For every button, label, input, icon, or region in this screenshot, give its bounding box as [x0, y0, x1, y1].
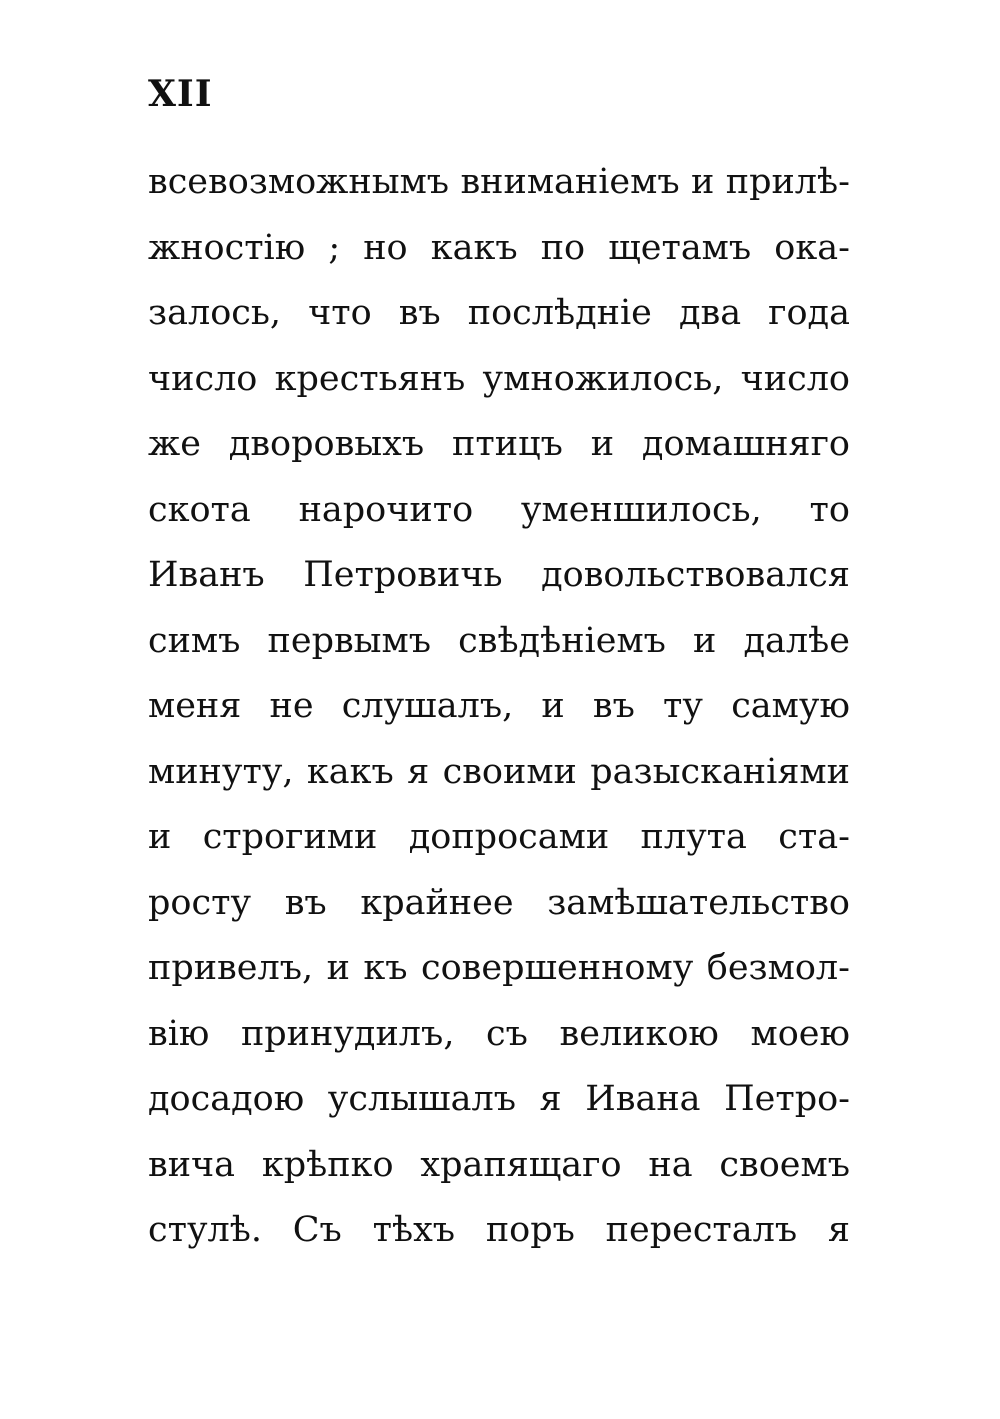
word: меня [148, 686, 242, 727]
text-line [148, 150, 850, 216]
word: далѣе [743, 620, 850, 661]
word: вича [148, 1144, 236, 1185]
word: симъ [148, 620, 241, 661]
word: безмол- [706, 948, 850, 989]
word: ока- [774, 227, 850, 268]
word: съ [486, 1013, 528, 1054]
word: плута [640, 817, 747, 858]
word: моею [750, 1013, 850, 1054]
word: разысканіями [590, 751, 850, 792]
word: и [541, 686, 565, 727]
word: Иванъ [148, 555, 265, 596]
word: крестьянъ [274, 358, 466, 399]
word: первымъ [267, 620, 432, 661]
text-line [148, 216, 850, 282]
word: совершенному [421, 948, 694, 989]
word: залось, [148, 293, 282, 334]
word: года [768, 293, 850, 334]
word: допросами [408, 817, 610, 858]
text-line [148, 478, 850, 544]
word: скота [148, 489, 251, 530]
word: уменшилось, [520, 489, 762, 530]
word: пересталъ [605, 1210, 798, 1251]
word: Ивана [585, 1079, 701, 1120]
word: щетамъ [608, 227, 752, 268]
word: Петровичь [303, 555, 503, 596]
word: крѣпко [261, 1144, 394, 1185]
word: храпящаго [420, 1144, 622, 1185]
word: жностію [148, 227, 306, 268]
word: дворовыхъ [228, 424, 425, 465]
word: на [648, 1144, 693, 1185]
text-line [148, 805, 850, 871]
word: число [740, 358, 850, 399]
word: ту [663, 686, 704, 727]
word: самую [731, 686, 850, 727]
word: ; [328, 227, 341, 268]
word: то [809, 489, 850, 530]
word: своими [442, 751, 577, 792]
word: всевозможнымъ [148, 162, 450, 203]
word: слушалъ, [341, 686, 514, 727]
word: услышалъ [327, 1079, 516, 1120]
word: минуту, [148, 751, 294, 792]
word: поръ [485, 1210, 575, 1251]
word: и [148, 817, 172, 858]
word: и [326, 948, 350, 989]
text-line [148, 281, 850, 347]
page-number: XII [148, 73, 213, 115]
text-line [148, 674, 850, 740]
text-line [148, 347, 850, 413]
word: же [148, 424, 201, 465]
text-line [148, 1198, 850, 1264]
word: досадою [148, 1079, 305, 1120]
word: Съ [292, 1210, 342, 1251]
word: въ [592, 686, 635, 727]
word: прилѣ- [725, 162, 850, 203]
word: что [308, 293, 372, 334]
text-line [148, 740, 850, 806]
word: птицъ [452, 424, 563, 465]
word: замѣшательство [547, 882, 850, 923]
word: крайнее [360, 882, 514, 923]
text-line [148, 609, 850, 675]
word: я [827, 1210, 850, 1251]
word: нарочито [298, 489, 474, 530]
word: и [691, 162, 715, 203]
word: строгими [202, 817, 378, 858]
word: какъ [306, 751, 394, 792]
word: стулѣ. [148, 1210, 263, 1251]
word: принудилъ, [240, 1013, 455, 1054]
text-line [148, 871, 850, 937]
word: своемъ [719, 1144, 850, 1185]
word: домашняго [641, 424, 850, 465]
word: довольствовался [541, 555, 850, 596]
text-line [148, 1067, 850, 1133]
word: тѣхъ [372, 1210, 456, 1251]
word: послѣдніе [467, 293, 652, 334]
word: и [693, 620, 717, 661]
word: въ [284, 882, 327, 923]
word: я [539, 1079, 562, 1120]
word: къ [363, 948, 408, 989]
word: великою [559, 1013, 719, 1054]
body-text [148, 150, 850, 1264]
word: какъ [430, 227, 518, 268]
word: Петро- [724, 1079, 850, 1120]
word: по [540, 227, 586, 268]
word: вію [148, 1013, 210, 1054]
word: я [407, 751, 430, 792]
word: но [363, 227, 408, 268]
text-line [148, 543, 850, 609]
text-line [148, 1133, 850, 1199]
text-line [148, 936, 850, 1002]
text-line [148, 412, 850, 478]
word: вниманіемъ [460, 162, 680, 203]
word: привелъ, [148, 948, 314, 989]
word: въ [398, 293, 441, 334]
word: число [148, 358, 258, 399]
word: росту [148, 882, 252, 923]
word: и [590, 424, 615, 465]
word: два [678, 293, 742, 334]
word: свѣдѣніемъ [458, 620, 666, 661]
word: ста- [778, 817, 850, 858]
word: умножилось, [482, 358, 724, 399]
word: не [269, 686, 314, 727]
text-line [148, 1002, 850, 1068]
